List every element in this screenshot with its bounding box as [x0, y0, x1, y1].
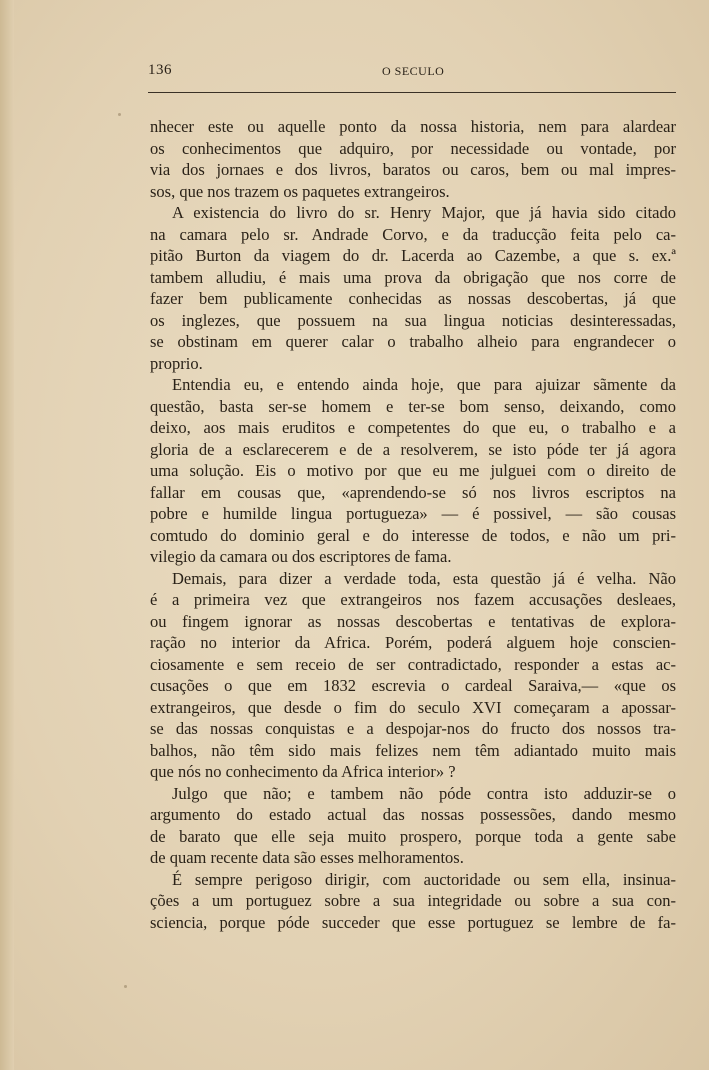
text-line: fazer bem publicamente conhecidas as nossas descobertas, já que — [150, 289, 676, 308]
text-line: de quam recente data são esses melhoramentos. — [150, 848, 464, 867]
text-line: sos, que nos trazem os paquetes extrangeiros. — [150, 181, 450, 201]
text-line: uma solução. Eis o motivo por que eu me julguei com o direito de — [150, 461, 676, 480]
text-line: na camara pelo sr. Andrade Corvo, e da traducção feita pelo ca- — [150, 224, 676, 244]
text-line: é a primeira vez que extrangeiros nos fazem accusações desleaes, — [150, 590, 676, 609]
text-line: extrangeiros, que desde o fim do seculo XVI começaram a apossar- — [150, 697, 676, 717]
text-line: pobre e humilde lingua portugueza» — é possivel, — são cousas — [150, 504, 676, 523]
header-rule — [148, 92, 676, 93]
page-number: 136 — [148, 62, 172, 78]
text-line: questão, basta ser-se homem e ter-se bom senso, deixando, como — [150, 396, 676, 416]
text-line: os conhecimentos que adquiro, por necessidade ou vontade, por — [150, 138, 676, 158]
text-line: vilegio da camara ou dos escriptores de fama. — [150, 547, 452, 566]
text-line: via dos jornaes e dos livros, baratos ou caros, bem ou mal impres- — [150, 160, 676, 179]
running-title: O SECULO — [382, 64, 445, 78]
text-line: gloria de a esclarecerem e de a resolverem, se isto póde ter já agora — [150, 439, 676, 459]
text-line: Entendia eu, e entendo ainda hoje, que para ajuizar sãmente da — [172, 375, 676, 394]
text-line: ções a um portuguez sobre a sua integridade ou sobre a sua con- — [150, 891, 676, 910]
text-line: os inglezes, que possuem na sua lingua noticias desinteressadas, — [150, 310, 676, 330]
text-line: cusações o que em 1832 escrevia o cardeal Saraiva,— «que os — [150, 676, 676, 695]
text-line: ou fingem ignorar as nossas descobertas e tentativas de explora- — [150, 611, 676, 631]
text-line: Julgo que não; e tambem não póde contra isto adduzir-se o — [172, 783, 676, 803]
text-line: Demais, para dizer a verdade toda, esta questão já é velha. Não — [172, 568, 676, 588]
paper-spot — [118, 113, 121, 116]
text-line: balhos, não têm sido mais felizes nem têm adiantado muito mais — [150, 740, 676, 760]
text-line: argumento do estado actual das nossas possessões, dando mesmo — [150, 805, 676, 824]
text-line: A existencia do livro do sr. Henry Major, que já havia sido citado — [172, 203, 676, 222]
body-text — [150, 116, 676, 933]
text-line: de barato que elle seja muito prospero, porque toda a gente sabe — [150, 826, 676, 846]
text-line: proprio. — [150, 353, 203, 373]
paper-spot — [124, 985, 127, 988]
text-line: deixo, aos mais eruditos e competentes do que eu, o trabalho e a — [150, 418, 676, 437]
text-line: ração no interior da Africa. Porém, poderá alguem hoje conscien- — [150, 633, 676, 652]
text-line: pitão Burton da viagem do dr. Lacerda ao Cazembe, a que s. ex.ª — [150, 246, 676, 265]
page-header — [148, 62, 676, 84]
text-line: se obstinam em querer calar o trabalho alheio para engrandecer o — [150, 332, 676, 351]
page-binding-edge — [0, 0, 14, 1070]
text-line: fallar em cousas que, «aprendendo-se só nos livros escriptos na — [150, 482, 676, 502]
text-line: se das nossas conquistas e a despojar-nos do fructo dos nossos tra- — [150, 719, 676, 738]
text-line: tambem alludiu, é mais uma prova da obrigação que nos corre de — [150, 267, 676, 287]
text-line: que nós no conhecimento da Africa interior» ? — [150, 762, 456, 781]
text-line: sciencia, porque póde succeder que esse portuguez se lembre de fa- — [150, 912, 676, 932]
text-line: comtudo do dominio geral e do interesse de todos, e não um pri- — [150, 525, 676, 545]
text-line: nhecer este ou aquelle ponto da nossa historia, nem para alardear — [150, 117, 676, 136]
text-line: É sempre perigoso dirigir, com auctoridade ou sem ella, insinua- — [172, 869, 676, 889]
text-line: ciosamente e sem receio de ser contradictado, responder a estas ac- — [150, 654, 676, 674]
